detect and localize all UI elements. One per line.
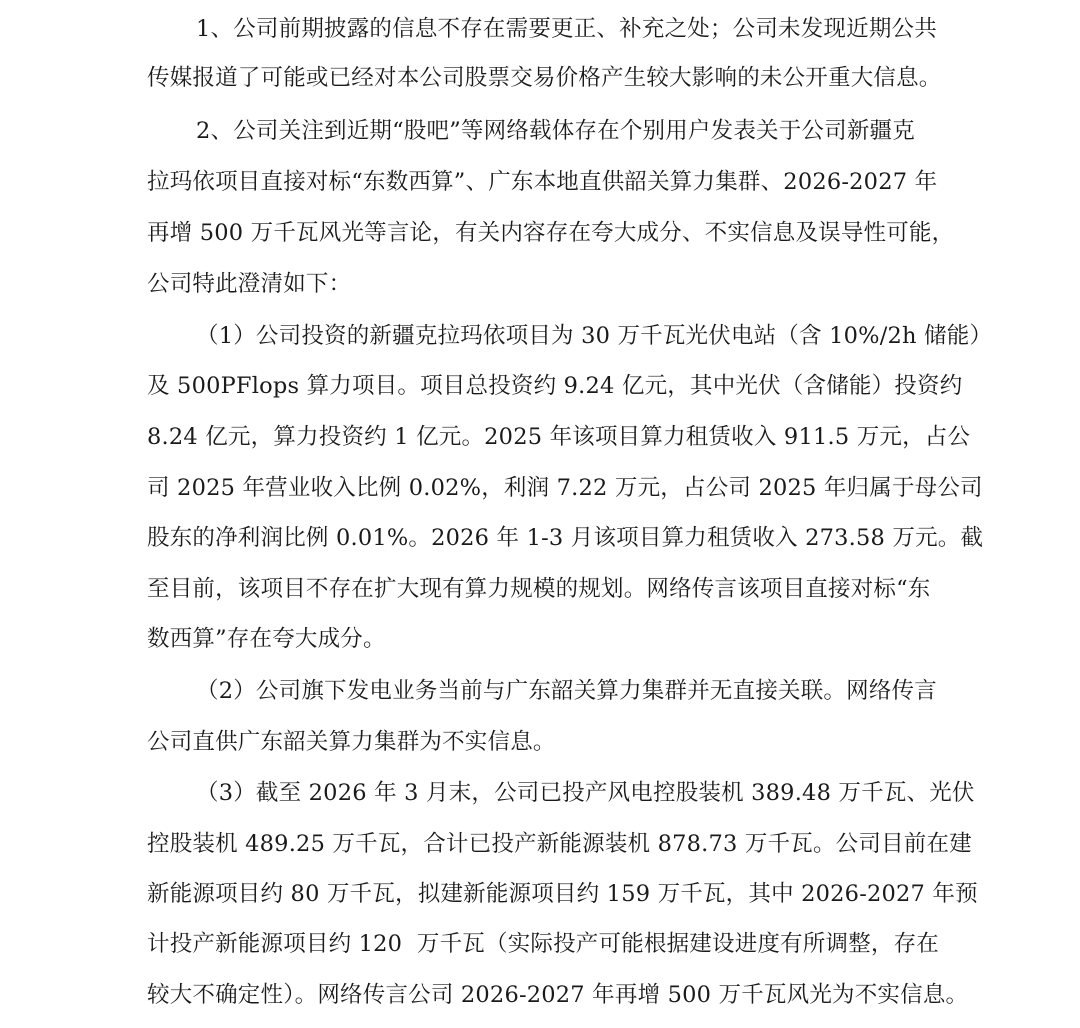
text-line: （1）公司投资的新疆克拉玛依项目为 30 万千瓦光伏电站（含 10%/2h 储能） xyxy=(196,323,993,349)
text-line: （3）截至 2026 年 3 月末，公司已投产风电控股装机 389.48 万千瓦、光伏 xyxy=(196,780,975,806)
text-line: 传媒报道了可能或已经对本公司股票交易价格产生较大影响的未公开重大信息。 xyxy=(147,65,942,91)
text-line: 数西算”存在夸大成分。 xyxy=(147,626,386,652)
text-line: 2、公司关注到近期“股吧”等网络载体存在个别用户发表关于公司新疆克 xyxy=(196,118,915,144)
text-line: 新能源项目约 80 万千瓦，拟建新能源项目约 159 万千瓦，其中 2026-2027 年预 xyxy=(147,881,978,907)
text-line: （2）公司旗下发电业务当前与广东韶关算力集群并无直接关联。网络传言 xyxy=(196,678,937,704)
text-line: 及 500PFlops 算力项目。项目总投资约 9.24 亿元，其中光伏（含储能）投资约 xyxy=(147,373,963,399)
text-line: 控股装机 489.25 万千瓦，合计已投产新能源装机 878.73 万千瓦。公司目前在建 xyxy=(147,831,972,857)
text-line: 拉玛依项目直接对标“东数西算”、广东本地直供韶关算力集群、2026-2027 年 xyxy=(147,169,938,195)
text-line: 股东的净利润比例 0.01%。2026 年 1-3 月该项目算力租赁收入 273.58 万元。截 xyxy=(147,525,984,551)
text-line: 8.24 亿元，算力投资约 1 亿元。2025 年该项目算力租赁收入 911.5 万元，占公 xyxy=(147,424,971,450)
text-line: 再增 500 万千瓦风光等言论，有关内容存在夸大成分、不实信息及误导性可能， xyxy=(147,220,955,246)
text-line: 公司特此澄清如下： xyxy=(147,271,352,297)
text-line: 公司直供广东韶关算力集群为不实信息。 xyxy=(147,729,556,755)
text-line: 较大不确定性）。网络传言公司 2026-2027 年再增 500 万千瓦风光为不实信息。 xyxy=(147,982,969,1008)
text-line: 计投产新能源项目约 120 万千瓦（实际投产可能根据建设进度有所调整，存在 xyxy=(147,931,940,957)
text-line: 1、公司前期披露的信息不存在需要更正、补充之处；公司未发现近期公共 xyxy=(196,16,937,42)
text-line: 至目前，该项目不存在扩大现有算力规模的规划。网络传言该项目直接对标“东 xyxy=(147,576,931,602)
text-line: 司 2025 年营业收入比例 0.02%，利润 7.22 万元，占公司 2025 年归属于母公司 xyxy=(147,475,983,501)
